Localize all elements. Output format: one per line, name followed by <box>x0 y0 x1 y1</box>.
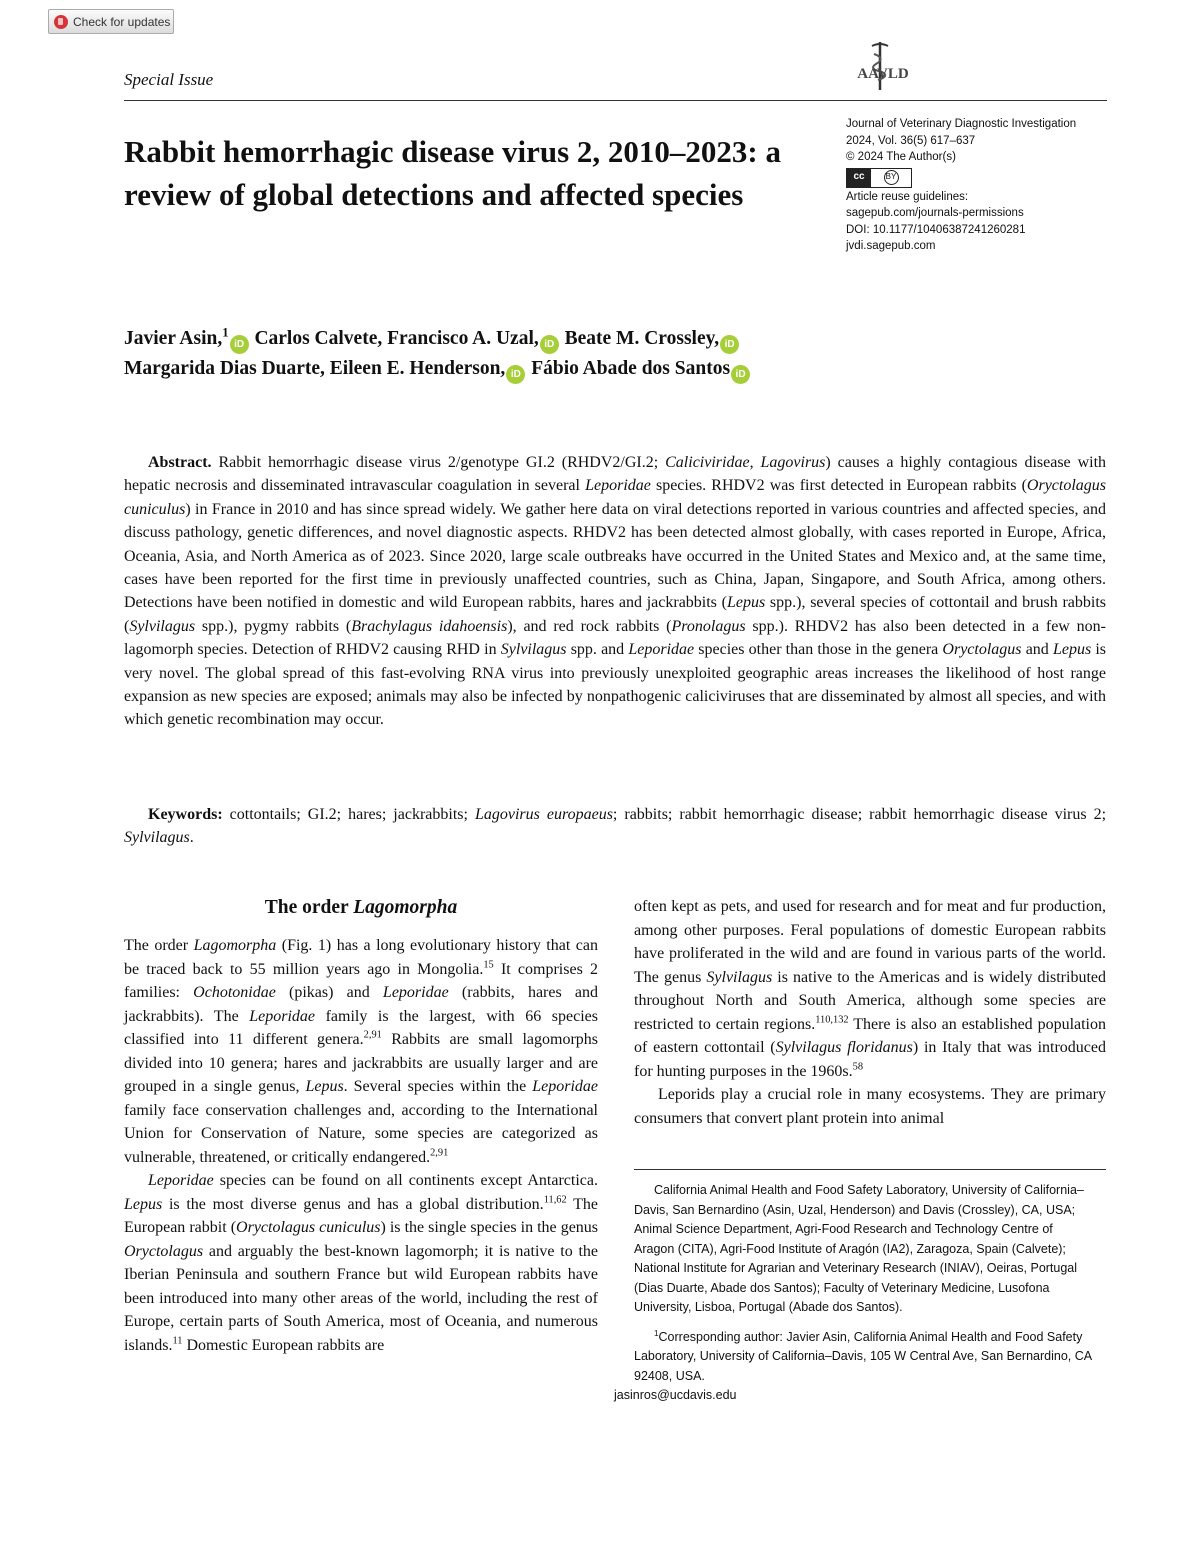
keywords-label: Keywords: <box>148 806 223 823</box>
journal-name: Journal of Veterinary Diagnostic Investigation <box>846 118 1077 130</box>
orcid-icon[interactable]: iD <box>230 335 249 354</box>
orcid-icon[interactable]: iD <box>506 365 525 384</box>
affiliation-text: California Animal Health and Food Safety Laboratory, University of California–Davis, San Bernardino (Asin, Uzal, Henderson) and Davis (Crossley), CA, USA; Animal Science Department, Agri-Food Research and Technology Centre of Aragon (CITA), Agri-Food Institute of Aragón (IA2), Zaragoza, Spain (Calvete); National Institute for Agrarian and Veterinary Research (INIAV), Oeiras, Portugal (Dias Duarte, Abade dos Santos); Faculty of Veterinary Medicine, Lusofona University, Lisboa, Portugal (Abade dos Santos). <box>634 1183 1084 1314</box>
journal-info <box>846 116 1116 255</box>
abstract: Abstract. Rabbit hemorrhagic disease virus 2/genotype GI.2 (RHDV2/GI.2; Caliciviridae, Lagovirus) causes a highly contagious disease with hepatic necrosis and disseminated intravascular coagulation in several Leporidae species. RHDV2 was first detected in European rabbits (Oryctolagus cuniculus) in France in 2010 and has since spread widely. We gather here data on viral detections reported in various countries and affected species, and discuss pathology, genetic differences, and novel diagnostic aspects. RHDV2 has been detected almost globally, with cases reported in Europe, Africa, Oceania, Asia, and North America as of 2023. Since 2020, large scale outbreaks have occurred in the United States and Mexico and, at the same time, cases have been reported for the first time in previously unaffected countries, such as China, Japan, Singapore, and South Africa, among others. Detections have been notified in domestic and wild European rabbits, hares and jackrabbits (Lepus spp.), several species of cottontail and brush rabbits (Sylvilagus spp.), pygmy rabbits (Brachylagus idahoensis), and red rock rabbits (Pronolagus spp.). RHDV2 has also been detected in a few non-lagomorph species. Detection of RHDV2 causing RHD in Sylvilagus spp. and Leporidae species other than those in the genera Oryctolagus and Lepus is very novel. The global spread of this fast-evolving RNA virus into previously unexploited geographic areas increases the likelihood of host range expansion as new species are exposed; animals may also be infected by nonpathogenic caliciviruses that are disseminated by almost all species, and with which genetic recombination may occur. <box>124 454 1107 729</box>
header-rule <box>124 100 1107 101</box>
body-paragraph: Leporids play a crucial role in many ecosystems. They are primary consumers that convert plant protein into animal <box>634 1086 1106 1127</box>
body-column-right <box>634 895 1106 1130</box>
author-sup: 1 <box>222 325 229 340</box>
keywords: Keywords: cottontails; GI.2; hares; jackrabbits; Lagovirus europaeus; rabbits; rabbit hemorrhagic disease; rabbit hemorrhagic disease virus 2; Sylvilagus. <box>124 806 1107 847</box>
reuse-label: Article reuse guidelines: <box>846 190 969 203</box>
cc-icon: cc <box>847 169 871 187</box>
section-label: Special Issue <box>124 70 214 89</box>
author-name: Margarida Dias Duarte, Eileen E. Henderson, <box>124 358 506 379</box>
check-for-updates-button[interactable] <box>48 9 174 34</box>
author-list <box>124 324 1024 384</box>
footnote-rule <box>634 1169 1106 1170</box>
cc-by-icon: BY <box>884 170 899 185</box>
abstract-label: Abstract. <box>148 454 212 471</box>
copyright: © 2024 The Author(s) <box>846 151 956 163</box>
journal-volume: 2024, Vol. 36(5) 617–637 <box>846 134 976 147</box>
author-name: Carlos Calvete, Francisco A. Uzal, <box>254 328 539 349</box>
cc-license-badge[interactable] <box>846 168 912 188</box>
author-name: Beate M. Crossley, <box>564 328 720 349</box>
author-name: Javier Asin, <box>124 328 223 349</box>
orcid-icon[interactable]: iD <box>731 365 750 384</box>
orcid-icon[interactable]: iD <box>540 335 559 354</box>
logo-text: AAVLD <box>857 66 909 82</box>
corresponding-author: $^1$Corresponding author: Javier Asin, California Animal Health and Food Safety Laboratory, University of California–Davis, 105 W Central Ave, San Bernardino, CA 92408, USA. jasinros@ucdavis.edu <box>634 1328 1094 1406</box>
update-bookmark-icon <box>54 15 68 29</box>
journal-site-link[interactable]: jvdi.sagepub.com <box>846 240 936 252</box>
author-email-link[interactable]: jasinros@ucdavis.edu <box>614 1388 737 1402</box>
article-title: Rabbit hemorrhagic disease virus 2, 2010–2023: a review of global detections and affected species <box>124 134 782 212</box>
reuse-link[interactable]: sagepub.com/journals-permissions <box>846 207 1024 219</box>
body-paragraph: often kept as pets, and used for research and for meat and fur production, among other purposes. Feral populations of domestic European rabbits have proliferated in the wild and are found in various parts of the world. The genus Sylvilagus is native to the Americas and is widely distributed throughout North and South America, although some species are restricted to certain regions.$^{110,132}$ There is also an established population of eastern cottontail (Sylvilagus floridanus) in Italy that was introduced for hunting purposes in the 1960s.$^{58}$ <box>634 898 1107 1080</box>
body-column-left <box>124 895 598 1357</box>
aavld-logo <box>846 40 920 96</box>
body-paragraph: The order Lagomorpha (Fig. 1) has a long evolutionary history that can be traced back to 55 million years ago in Mongolia.$^{15}$ It comprises 2 families: Ochotonidae (pikas) and Leporidae (rabbits, hares and jackrabbits). The Leporidae family is the largest, with 66 species classified into 11 different genera.$^{2,91}$ Rabbits are small lagomorphs divided into 10 genera; hares and jackrabbits are usually larger and are grouped in a single genus, Lepus. Several species within the Leporidae family face conservation challenges and, according to the International Union for Conservation of Nature, some species are categorized as vulnerable, threatened, or critically endangered.$^{2,91}$ <box>124 937 598 1166</box>
body-paragraph: Leporidae species can be found on all continents except Antarctica. Lepus is the most diverse genus and has a global distribution.$^{11,62}$ The European rabbit (Oryctolagus cuniculus) is the single species in the genus Oryctolagus and arguably the best-known lagomorph; it is native to the Iberian Peninsula and southern France but wild European rabbits have been introduced into many other areas of the world, including the rest of Europe, certain parts of South America, most of Oceania, and numerous islands.$^{11}$ Domestic European rabbits are <box>124 1172 599 1354</box>
author-name: Fábio Abade dos Santos <box>531 358 731 379</box>
doi-link[interactable]: DOI: 10.1177/10406387241260281 <box>846 223 1026 236</box>
orcid-icon[interactable]: iD <box>720 335 739 354</box>
check-for-updates-label: Check for updates <box>73 14 171 29</box>
section-heading: The order Lagomorpha <box>264 897 458 918</box>
affiliations <box>614 1181 1094 1406</box>
